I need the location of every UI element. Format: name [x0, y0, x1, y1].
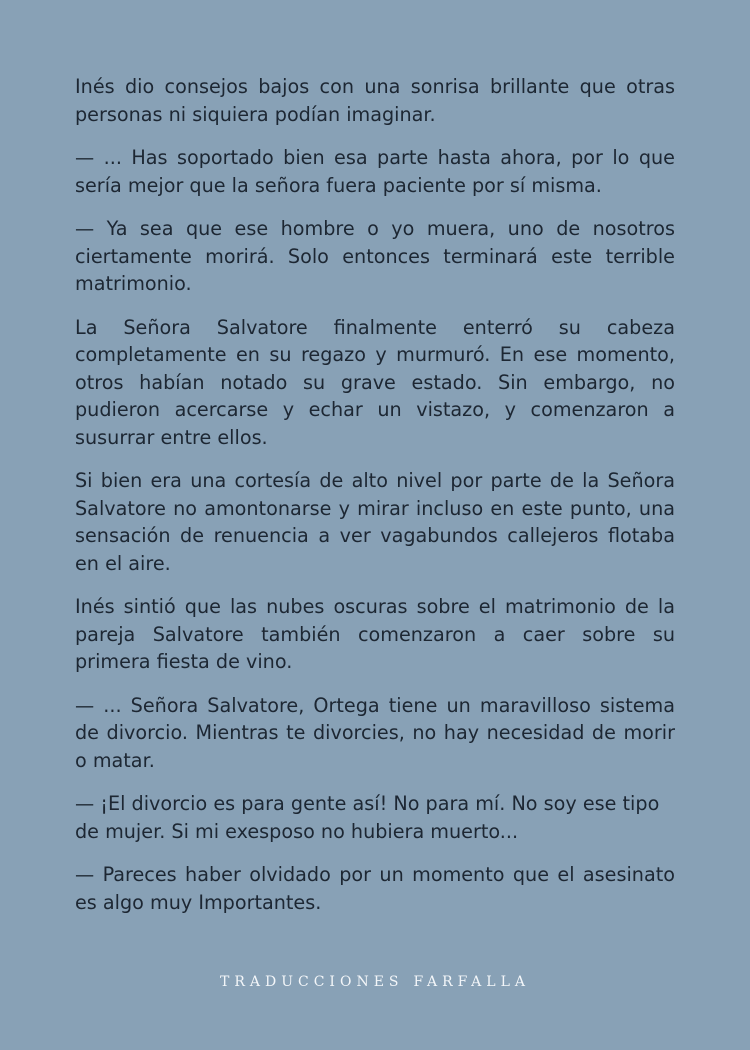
paragraph-7: — ... Señora Salvatore, Ortega tiene un maravilloso sistema de divorcio. Mientras te divorcies, no hay necesidad de morir o matar.: [75, 693, 675, 772]
paragraph-5: Si bien era una cortesía de alto nivel por parte de la Señora Salvatore no amontonarse y mirar incluso en este punto, una sensación de renuencia a ver vagabundos callejeros flotaba en el aire.: [75, 469, 675, 575]
footer-word-1: TRADUCCIONES: [220, 974, 404, 990]
paragraph-8: — ¡El divorcio es para gente así! No para mí. No soy ese tipo de mujer. Si mi exesposo no hubiera muerto...: [75, 792, 660, 843]
footer-credit: [0, 974, 750, 990]
paragraph-2: — ... Has soportado bien esa parte hasta ahora, por lo que sería mejor que la señora fuera paciente por sí misma.: [75, 146, 675, 197]
paragraph-1: Inés dio consejos bajos con una sonrisa brillante que otras personas ni siquiera podían imaginar.: [75, 75, 675, 126]
page-body: [75, 73, 675, 932]
footer-word-2: FARFALLA: [413, 974, 530, 990]
paragraph-3: — Ya sea que ese hombre o yo muera, uno de nosotros ciertamente morirá. Solo entonces terminará este terrible matrimonio.: [75, 217, 675, 295]
paragraph-4: La Señora Salvatore finalmente enterró su cabeza completamente en su regazo y murmuró. En ese momento, otros habían notado su grave estado. Sin embargo, no pudieron acercarse y echar un vistazo, y comenzaron a susurrar entre ellos.: [75, 315, 675, 449]
paragraph-6: Inés sintió que las nubes oscuras sobre el matrimonio de la pareja Salvatore también comenzaron a caer sobre su primera fiesta de vino.: [75, 595, 675, 673]
paragraph-9: — Pareces haber olvidado por un momento que el asesinato es algo muy Importantes.: [75, 863, 675, 914]
